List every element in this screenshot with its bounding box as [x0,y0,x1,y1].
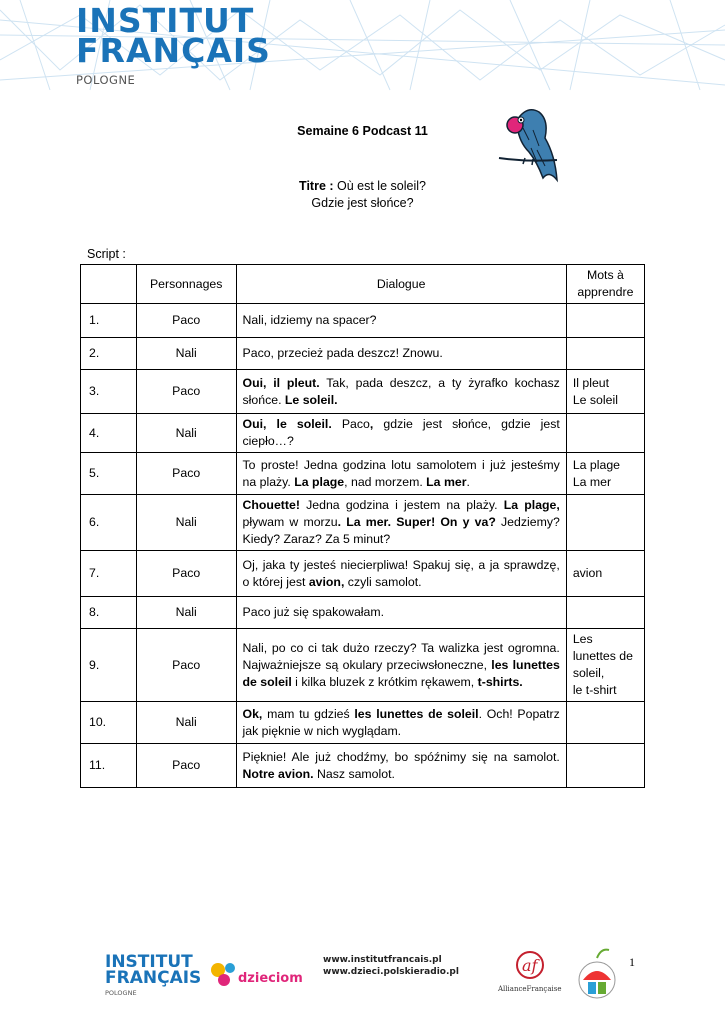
row-mots: Il pleut Le soleil [566,370,644,414]
table-row [81,338,645,370]
row-dialogue [236,551,566,597]
week-title: Semaine 6 Podcast 11 [297,124,428,138]
url-institut: www.institutfrancais.pl [323,955,442,965]
dialogue-bold-segment: La mer [426,474,467,489]
dialogue-segment: , nad morzem. [344,474,427,489]
page-number: 1 [629,955,635,969]
row-number: 7. [81,551,137,597]
table-row [81,453,645,495]
dialogue-segment: Nali, po co ci tak dużo rzeczy? Ta walizka jest ogromna. Najważniejsze są okulary przeciwsłoneczne, [242,640,560,672]
dialogue-bold-segment: Ok, [242,706,263,721]
row-mots: La plage La mer [566,453,644,495]
dialogue-bold-segment: avion, [308,574,345,589]
dialogue-bold-segment: . La mer. Super! On y va? [337,515,496,529]
row-dialogue [236,629,566,702]
row-person: Nali [136,597,236,629]
url-radio: www.dzieci.polskieradio.pl [323,967,459,977]
dialogue-segment: Nasz samolot. [313,766,395,781]
alliance-text: AllianceFrançaise [498,985,562,993]
title-block [0,178,725,212]
footer-logo-sub: POLOGNE [105,989,137,997]
dialogue-bold-segment: , [369,417,374,431]
row-person: Nali [136,338,236,370]
table-row [81,414,645,453]
title-label: Titre : [299,179,334,193]
header-dialogue: Dialogue [236,265,566,304]
row-mots [566,744,644,788]
dialogue-segment: Paco [331,417,370,431]
row-mots [566,597,644,629]
dialogue-segment: czyli samolot. [344,574,422,589]
dialogue-bold-segment: Oui, le soleil. [242,417,332,431]
row-dialogue [236,453,566,495]
dialogue-segment: i kilka bluzek z krótkim rękawem, [291,674,478,689]
row-dialogue [236,370,566,414]
row-dialogue [236,338,566,370]
row-number: 5. [81,453,137,495]
dialogue-segment: Jedziemy? Kiedy? Zaraz? Za 5 minut? [242,515,560,546]
table-row [81,702,645,744]
table-row [81,304,645,338]
row-mots [566,702,644,744]
header-num [81,265,137,304]
dialogue-segment: Nali, idziemy na spacer? [242,313,377,327]
polskie-radio-logo-icon [208,958,303,992]
parrot-illustration-icon [497,100,567,190]
row-person: Paco [136,304,236,338]
header-banner [0,0,725,90]
row-person: Nali [136,414,236,453]
table-row [81,744,645,788]
footer [0,940,725,1010]
table-row [81,495,645,551]
dialogue-segment: gdzie jest słońce, gdzie jest ciepło…? [242,417,560,448]
row-person: Paco [136,744,236,788]
row-number: 6. [81,495,137,551]
footer-logo-line1: INSTITUT [105,952,193,972]
alliance-francaise-logo [498,950,561,993]
dialogue-bold-segment: La plage, [503,498,560,512]
header-mots: Mots à apprendre [566,265,644,304]
row-mots [566,495,644,551]
dialogue-segment: Pięknie! Ale już chodźmy, bo spóźnimy się na samolot. [242,749,560,764]
table-row [81,370,645,414]
row-number: 3. [81,370,137,414]
row-number: 2. [81,338,137,370]
dialogue-segment: . [466,474,470,489]
dialogue-segment: Paco, przecież pada deszcz! Znowu. [242,346,443,360]
row-dialogue [236,304,566,338]
row-mots: avion [566,551,644,597]
dialogue-segment: Tak, pada deszcz, a ty żyrafko kochasz słońce. [242,375,560,407]
footer-institut-logo [105,954,201,997]
dialogue-segment: Oj, jaka ty jesteś niecierpliwa! Spakuj się, a ja sprawdzę, o której jest [242,557,560,589]
row-person: Paco [136,370,236,414]
footer-urls [323,954,459,978]
svg-text:af: af [521,956,538,975]
dialogue-segment: mam tu gdzieś [262,706,355,721]
dialogue-bold-segment: Oui, il pleut. [242,375,320,390]
row-number: 8. [81,597,137,629]
dialogue-segment: To proste! Jedna godzina lotu samolotem i już jesteśmy na plaży. [242,457,560,489]
dialogue-bold-segment: les lunettes de soleil [242,657,560,689]
dialogue-bold-segment: La plage [294,474,345,489]
script-table [80,264,645,788]
title-fr: Où est le soleil? [337,179,426,193]
table-header-row [81,265,645,304]
dialogue-bold-segment: Le soleil. [284,392,338,407]
row-person: Paco [136,551,236,597]
table-row [81,629,645,702]
row-number: 4. [81,414,137,453]
radio-label: dzieciom [238,971,303,986]
row-number: 9. [81,629,137,702]
row-dialogue [236,744,566,788]
logo-line1: INSTITUT [76,1,255,40]
script-label: Script : [87,247,126,261]
dialogue-segment: . Och! Popatrz jak pięknie w nich wyglądam. [242,706,560,738]
row-person: Paco [136,629,236,702]
row-person: Nali [136,702,236,744]
row-dialogue [236,495,566,551]
row-number: 10. [81,702,137,744]
row-mots [566,338,644,370]
row-mots: Les lunettes de soleil, le t-shirt [566,629,644,702]
row-dialogue [236,414,566,453]
institut-logo [76,1,271,87]
row-person: Paco [136,453,236,495]
footer-logo-line2: FRANÇAIS [105,968,202,988]
dialogue-bold-segment: Notre avion. [242,766,314,781]
logo-sub: POLOGNE [76,73,136,87]
row-mots [566,414,644,453]
table-row [81,551,645,597]
alliance-francaise-logo-icon [510,950,550,980]
row-dialogue [236,597,566,629]
dialogue-bold-segment: les lunettes de soleil [354,706,479,721]
row-mots [566,304,644,338]
logo-line2: FRANÇAIS [76,31,271,70]
apple-logo-icon [575,946,619,1006]
title-pl: Gdzie jest słońce? [311,196,414,210]
table-row [81,597,645,629]
row-number: 1. [81,304,137,338]
row-number: 11. [81,744,137,788]
dialogue-segment: pływam w morzu [242,515,338,529]
header-personnages: Personnages [136,265,236,304]
row-dialogue [236,702,566,744]
dialogue-segment: Paco już się spakowałam. [242,605,385,619]
dialogue-segment: Jedna godzina i jestem na plaży. [299,498,504,512]
dialogue-bold-segment: Chouette! [242,498,300,512]
dialogue-bold-segment: t-shirts. [477,674,523,689]
row-person: Nali [136,495,236,551]
